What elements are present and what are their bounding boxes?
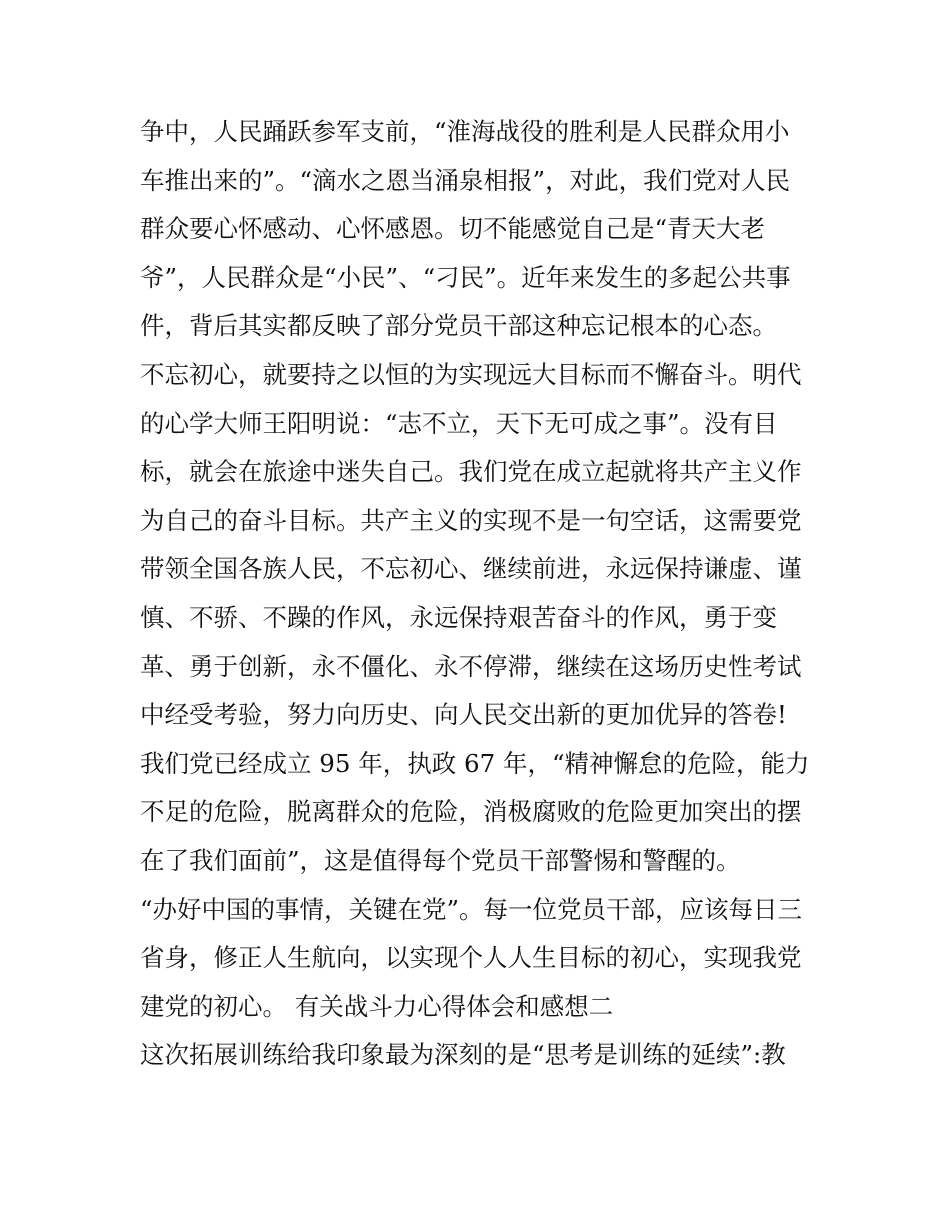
text-line: 的心学大师王阳明说：“志不立，天下无可成之事”。没有目 bbox=[140, 408, 778, 438]
text-line: 车推出来的”。“滴水之恩当涌泉相报”，对此，我们党对人民 bbox=[140, 165, 791, 195]
text-line: 我们党已经成立 95 年，执政 67 年，“精神懈怠的危险，能力 bbox=[140, 748, 810, 778]
text-line: 中经受考验，努力向历史、向人民交出新的更加优异的答卷! bbox=[140, 700, 787, 730]
text-line: 件，背后其实都反映了部分党员干部这种忘记根本的心态。 bbox=[140, 311, 777, 341]
text-line: 群众要心怀感动、心怀感恩。切不能感觉自己是“青天大老 bbox=[140, 214, 766, 244]
text-line: 省身，修正人生航向，以实现个人人生目标的初心，实现我党 bbox=[140, 943, 802, 973]
text-line: 不足的危险，脱离群众的危险，消极腐败的危险更加突出的摆 bbox=[140, 797, 802, 827]
text-line: 建党的初心。 有关战斗力心得体会和感想二 bbox=[140, 991, 614, 1021]
text-line: 爷”，人民群众是“小民”、“刁民”。近年来发生的多起公共事 bbox=[140, 262, 791, 292]
text-line: 为自己的奋斗目标。共产主义的实现不是一句空话，这需要党 bbox=[140, 505, 802, 535]
document-body bbox=[140, 108, 820, 1080]
text-line: “办好中国的事情，关键在党”。每一位党员干部，应该每日三 bbox=[140, 894, 803, 924]
text-line: 不忘初心，就要持之以恒的为实现远大目标而不懈奋斗。明代 bbox=[140, 359, 802, 389]
text-line: 标，就会在旅途中迷失自己。我们党在成立起就将共产主义作 bbox=[140, 457, 802, 487]
text-line: 争中，人民踊跃参军支前，“淮海战役的胜利是人民群众用小 bbox=[140, 117, 790, 146]
text-line: 在了我们面前”，这是值得每个党员干部警惕和警醒的。 bbox=[140, 845, 741, 875]
text-line: 这次拓展训练给我印象最为深刻的是“思考是训练的延续”:教 bbox=[140, 1040, 786, 1070]
text-line: 带领全国各族人民，不忘初心、继续前进，永远保持谦虚、谨 bbox=[140, 554, 802, 584]
text-line: 革、勇于创新，永不僵化、永不停滞，继续在这场历史性考试 bbox=[140, 651, 802, 681]
text-line: 慎、不骄、不躁的作风，永远保持艰苦奋斗的作风，勇于变 bbox=[140, 602, 777, 632]
